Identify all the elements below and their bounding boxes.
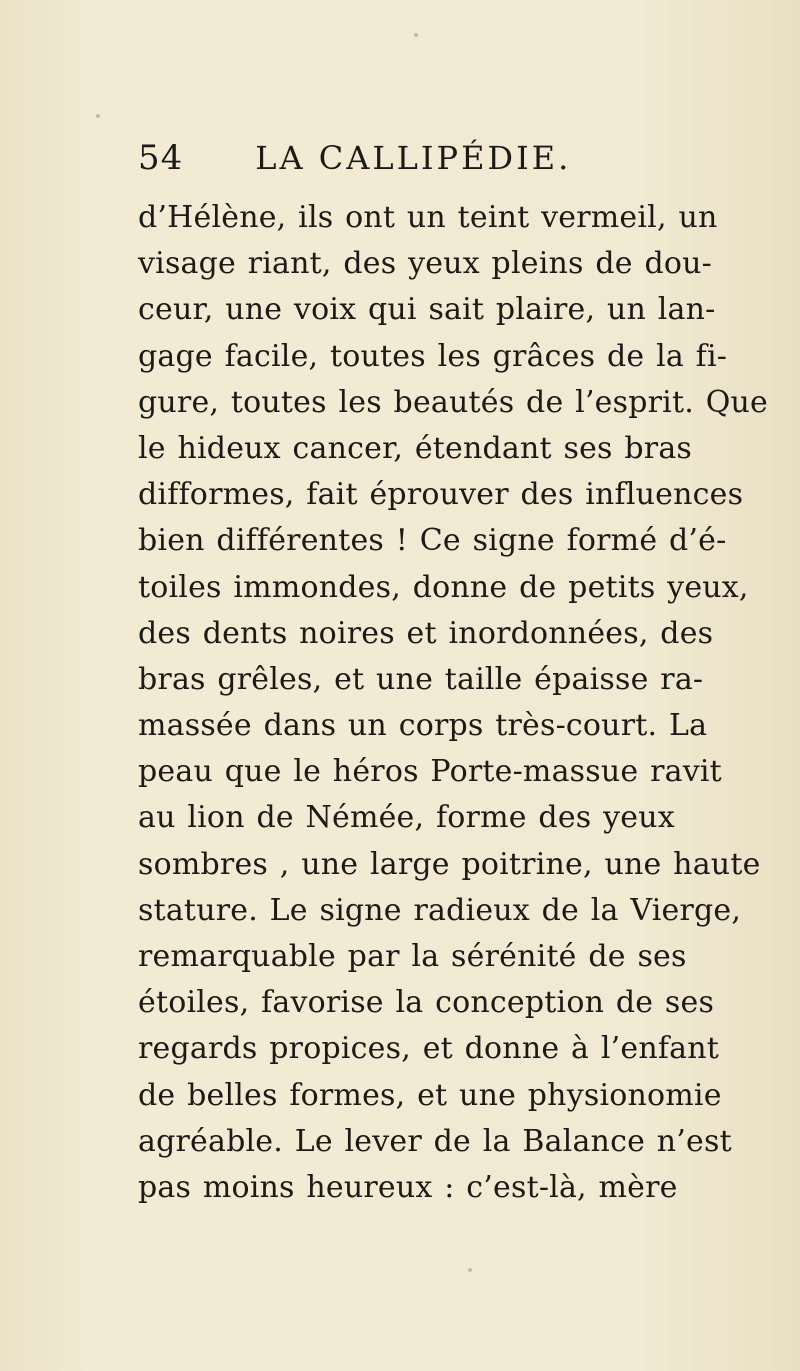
text-line: pas moins heureux : c’est-là, mère — [138, 1169, 678, 1205]
text-line: remarquable par la sérénité de ses — [138, 939, 687, 974]
text-line: bien différentes ! Ce signe formé d’é- — [138, 523, 727, 559]
page-speck — [414, 33, 418, 37]
text-line: gure, toutes les beautés de l’esprit. Que — [138, 384, 768, 420]
text-line: d’Hélène, ils ont un teint vermeil, un — [138, 200, 718, 235]
text-line: massée dans un corps très-court. La — [138, 708, 708, 744]
text-line: toiles immondes, donne de petits yeux, — [138, 569, 749, 605]
page-speck — [96, 114, 100, 118]
text-line: ceur, une voix qui sait plaire, un lan- — [138, 292, 716, 328]
text-line: stature. Le signe radieux de la Vierge, — [138, 892, 742, 928]
text-line: bras grêles, et une taille épaisse ra- — [138, 661, 704, 697]
text-line: de belles formes, et une physionomie — [138, 1077, 722, 1113]
page-header — [138, 138, 698, 188]
text-line: regards propices, et donne à l’enfant — [138, 1031, 720, 1067]
text-line: au lion de Némée, forme des yeux — [138, 800, 675, 836]
text-line: étoiles, favorise la conception de ses — [138, 985, 715, 1021]
text-line: visage riant, des yeux pleins de dou- — [138, 246, 712, 282]
body-text — [138, 195, 768, 1211]
text-line: difformes, fait éprouver des influences — [138, 477, 744, 513]
text-line: peau que le héros Porte-massue ravit — [138, 754, 722, 790]
text-line: gage facile, toutes les grâces de la fi- — [138, 338, 728, 374]
text-line: sombres , une large poitrine, une haute — [138, 846, 761, 882]
page-speck — [468, 1268, 472, 1272]
page-number: 54 — [138, 138, 184, 178]
text-line: le hideux cancer, étendant ses bras — [138, 430, 693, 466]
text-line: agréable. Le lever de la Balance n’est — [138, 1123, 732, 1159]
text-line: des dents noires et inordonnées, des — [138, 615, 714, 651]
running-title: LA CALLIPÉDIE. — [255, 139, 572, 177]
